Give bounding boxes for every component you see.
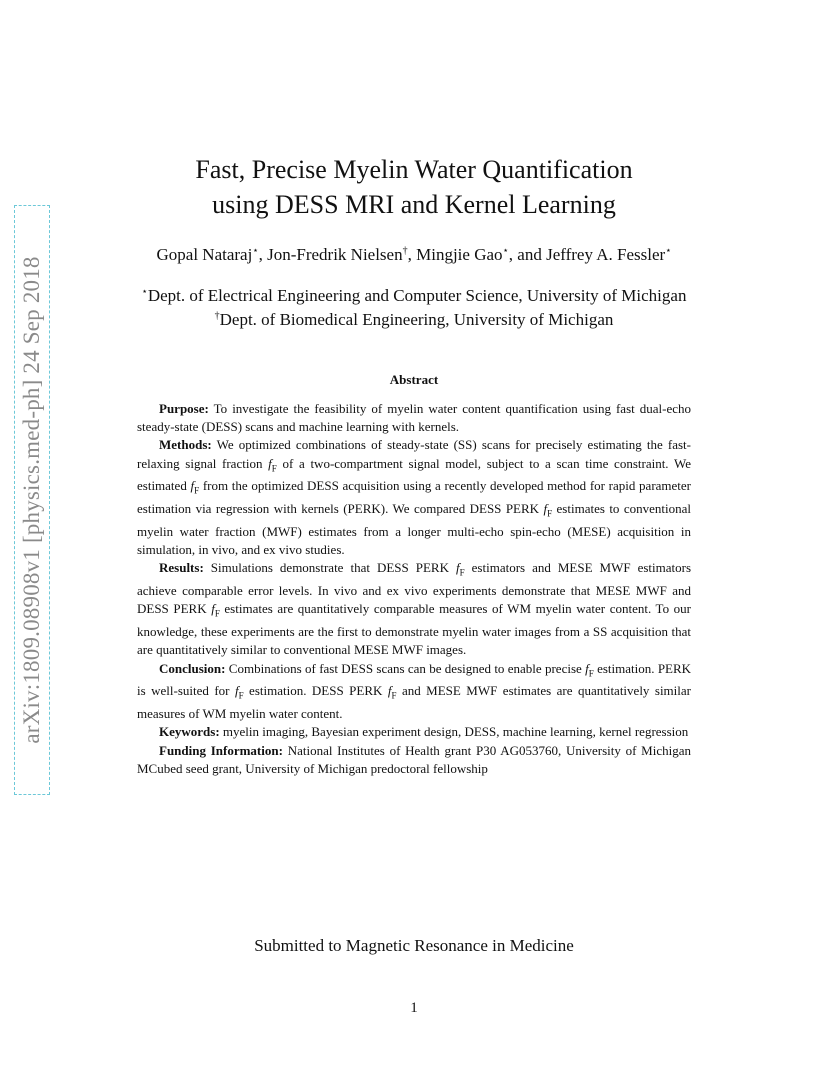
affiliation-mark: † [214,310,220,322]
results-text: estimates are quantitatively comparable measures of WM myelin water content. To our knowledge, these experiments are the first to demonstrate myelin water images from a SS acquisition that are quantitatively similar to conventional MESE MWF images. [137,601,691,658]
purpose-label: Purpose: [159,401,209,416]
keywords-label: Keywords: [159,724,220,740]
author-list: Gopal Nataraj⋆, Jon-Fredrik Nielsen†, Mingjie Gao⋆, and Jeffrey A. Fessler⋆ [156,245,672,264]
keywords-text: myelin imaging, Bayesian experiment design, DESS, machine learning, kernel regression [222,724,689,740]
methods-label: Methods: [159,437,212,453]
conclusion-text: estimation. DESS PERK [249,683,383,699]
page-number: 1 [410,1000,418,1016]
author-name: Gopal Nataraj [156,245,253,264]
abstract-heading: Abstract [389,372,439,387]
methods-text: estimates to conventional myelin water fraction (MWF) estimates from a longer multi-echo spin-echo (MESE) acquisition in simulation, in vivo, and ex vivo studies. [137,501,691,558]
symbol-fF: $f_F$ [387,683,397,701]
methods-text: of a two-compartment signal model, subject to a scan time constraint. We estimated [137,455,692,494]
methods-text: from the optimized DESS acquisition using a recently developed method for rapid parameter estimation via regression with kernels (PERK). We compared DESS PERK [137,478,692,517]
affiliation-text: Dept. of Electrical Engineering and Computer Science, University of Michigan [147,286,687,305]
title-line-1: Fast, Precise Myelin Water Quantification [195,155,633,184]
funding-text: National Institutes of Health grant P30 AG053760, University of Michigan MCubed seed grant, University of Michigan predoctoral fellowship [137,742,692,776]
abstract-results [137,559,691,659]
author-mark: ⋆ [502,245,509,257]
submission-note: Submitted to Magnetic Resonance in Medicine [254,936,574,955]
affiliation-mark: ⋆ [141,286,148,298]
abstract-methods [137,436,691,559]
abstract-keywords [137,723,691,741]
funding-label: Funding Information: [159,742,283,758]
title-line-2: using DESS MRI and Kernel Learning [212,190,616,219]
symbol-fF: $f_F$ [190,478,200,496]
author-mark: ⋆ [252,245,259,257]
author-name: Jon-Fredrik Nielsen [267,245,403,264]
abstract-funding [137,742,691,778]
symbol-fF: $f_F$ [268,455,277,474]
conclusion-text: estimation. PERK is well-suited for [137,660,692,699]
author-name: Jeffrey A. Fessler [546,245,666,264]
results-label: Results: [159,560,204,576]
abstract-purpose [137,400,691,436]
conclusion-text: Combinations of fast DESS scans can be designed to enable precise [228,660,582,676]
abstract-conclusion [137,660,691,724]
symbol-fF: $f_F$ [585,660,594,679]
conclusion-text: and MESE MWF estimates are quantitatively similar measures of WM myelin water content. [137,683,691,722]
symbol-fF: $f_F$ [543,501,553,519]
affiliation-text: Dept. of Biomedical Engineering, University of Michigan [219,310,614,329]
affiliations [0,284,828,332]
symbol-fF: $f_F$ [211,601,220,619]
author-name: Mingjie Gao [416,245,503,264]
abstract-body [137,400,691,778]
results-text: Simulations demonstrate that DESS PERK [210,560,449,576]
symbol-fF: $f_F$ [234,683,244,701]
arxiv-id: arXiv:1809.08908v1 [physics.med-ph] 24 Sep 2018 [19,256,44,744]
results-text: estimators and MESE MWF estimators achieve comparable error levels. In vivo and ex vivo experiments demonstrate that MESE MWF and DESS PERK [137,560,692,617]
affiliation [0,308,828,332]
affiliation [0,284,828,308]
conclusion-label: Conclusion: [159,660,226,676]
purpose-text: To investigate the feasibility of myelin water content quantification using fast dual-echo steady-state (DESS) scans and machine learning with kernels. [137,401,692,435]
symbol-fF: $f_F$ [456,560,465,578]
methods-text: We optimized combinations of steady-state (SS) scans for precisely estimating the fast-relaxing signal fraction [137,437,691,471]
author-mark: ⋆ [665,245,672,257]
author-mark: † [402,245,408,257]
paper-title [0,152,828,222]
